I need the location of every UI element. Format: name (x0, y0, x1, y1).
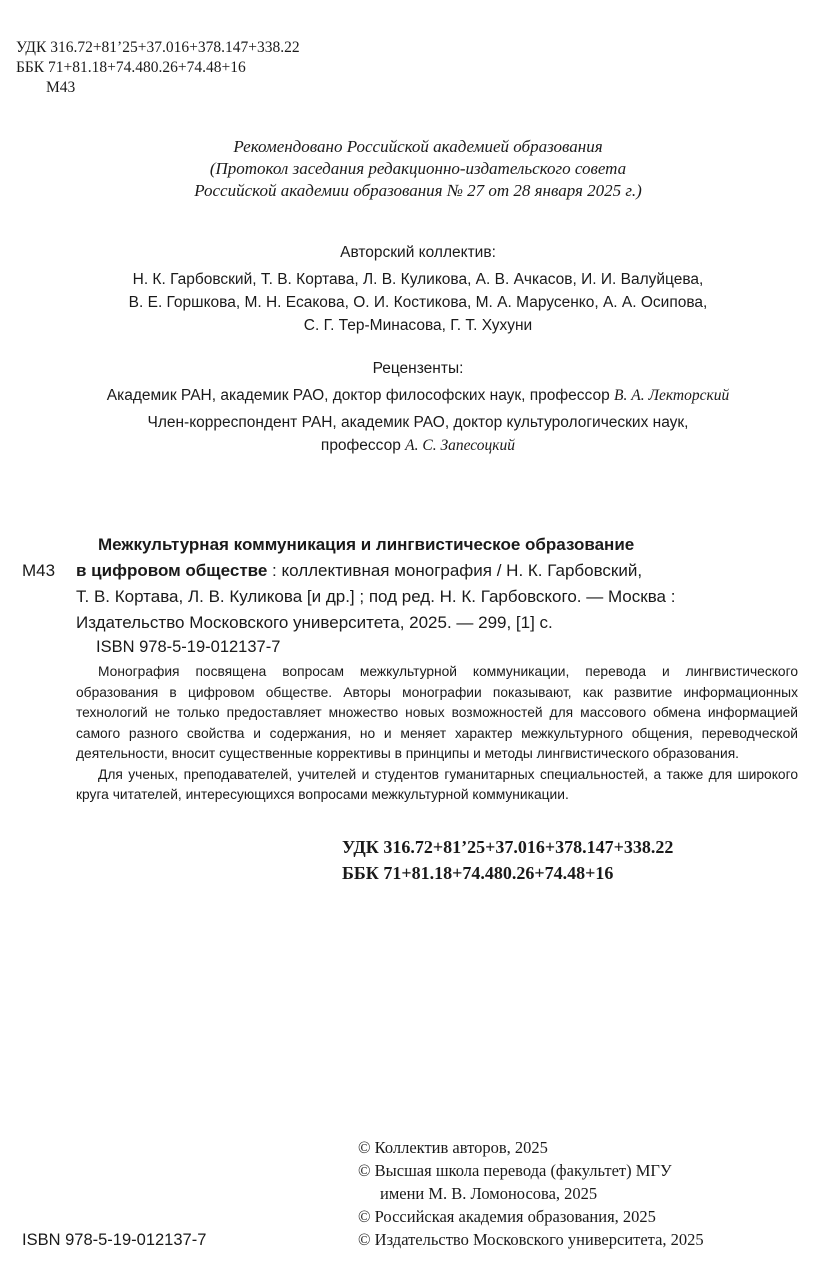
bottom-isbn: ISBN 978-5-19-012137-7 (22, 1231, 207, 1249)
book-title-line-2: в цифровом обществе (76, 561, 268, 580)
top-udk-code: УДК 316.72+81’25+37.016+378.147+338.22 (16, 39, 300, 56)
reviewer-2-name: А. С. Запесоцкий (405, 437, 516, 454)
top-classification-codes (16, 38, 300, 98)
annotation-paragraph: Для ученых, преподавателей, учителей и студентов гуманитарных специальностей, а также для широкого круга читателей, интересующихся вопросами межкультурной коммуникации. (76, 766, 798, 802)
card-line-3: Т. В. Кортава, Л. В. Куликова [и др.] ; под ред. Н. К. Гарбовского. — Москва : (76, 587, 676, 606)
recommendation-line: Рекомендовано Российской академией образования (233, 137, 603, 156)
authors-line: Н. К. Гарбовский, Т. В. Кортава, Л. В. Куликова, А. В. Ачкасов, И. И. Валуйцева, (132, 271, 704, 288)
recommendation-line: (Протокол заседания редакционно-издательского совета (209, 159, 627, 178)
reviewers-block (0, 357, 836, 457)
reviewer-2-prefix: профессор (320, 437, 406, 454)
authors-line: С. Г. Тер-Минасова, Г. Т. Хухуни (303, 317, 533, 334)
card-author-mark: М43 (22, 561, 56, 580)
copyright-block (358, 1136, 704, 1251)
annotation (76, 662, 798, 806)
bottom-udk-code: УДК 316.72+81’25+37.016+378.147+338.22 (342, 837, 674, 857)
copyright-line: © Высшая школа перевода (факультет) МГУ (358, 1161, 672, 1180)
annotation-paragraph: Монография посвящена вопросам межкультурной коммуникации, перевода и лингвистического образования в цифровом обществе. Авторы монографии показывают, как развитие информационных технологий не только предоставляет множество новых возможностей для массового обмена информацией самого разного свойства и содержания, но и меняет характер межкультурного общения, переводческой деятельности, вносит существенные коррективы в принципы и методы лингвистического образования. (76, 664, 798, 761)
reviewer-1 (0, 384, 836, 407)
bottom-bbk-code: ББК 71+81.18+74.480.26+74.48+16 (342, 863, 614, 883)
recommendation-line: Российской академии образования № 27 от 28 января 2025 г.) (194, 181, 642, 200)
bottom-classification-codes (342, 834, 673, 886)
reviewer-1-name: В. А. Лекторский (614, 387, 730, 404)
copyright-line: © Издательство Московского университета, 2025 (358, 1230, 704, 1249)
card-line-2 (76, 558, 800, 584)
top-author-mark: М43 (46, 79, 76, 96)
card-line-4: Издательство Московского университета, 2025. — 299, [1] с. (76, 613, 553, 632)
copyright-line: © Коллектив авторов, 2025 (358, 1138, 548, 1157)
reviewer-2-title: Член-корреспондент РАН, академик РАО, доктор культурологических наук, (147, 414, 689, 431)
card-line-2-rest: : коллективная монография / Н. К. Гарбовский, (267, 561, 643, 580)
book-title-line-1: Межкультурная коммуникация и лингвистическое образование (98, 535, 635, 554)
reviewer-2 (0, 434, 836, 457)
authors-heading: Авторский коллектив: (340, 244, 496, 261)
copyright-line: © Российская академия образования, 2025 (358, 1207, 656, 1226)
reviewer-1-title: Академик РАН, академик РАО, доктор философских наук, профессор (106, 387, 615, 404)
copyright-line: имени М. В. Ломоносова, 2025 (380, 1184, 598, 1203)
reviewers-heading: Рецензенты: (372, 360, 464, 377)
recommendation-block (0, 136, 836, 202)
authors-block (0, 241, 836, 337)
top-bbk-code: ББК 71+81.18+74.480.26+74.48+16 (16, 59, 246, 76)
authors-line: В. Е. Горшкова, М. Н. Есакова, О. И. Костикова, М. А. Марусенко, А. А. Осипова, (128, 294, 708, 311)
card-isbn: ISBN 978-5-19-012137-7 (96, 638, 281, 656)
catalog-card (76, 532, 800, 636)
